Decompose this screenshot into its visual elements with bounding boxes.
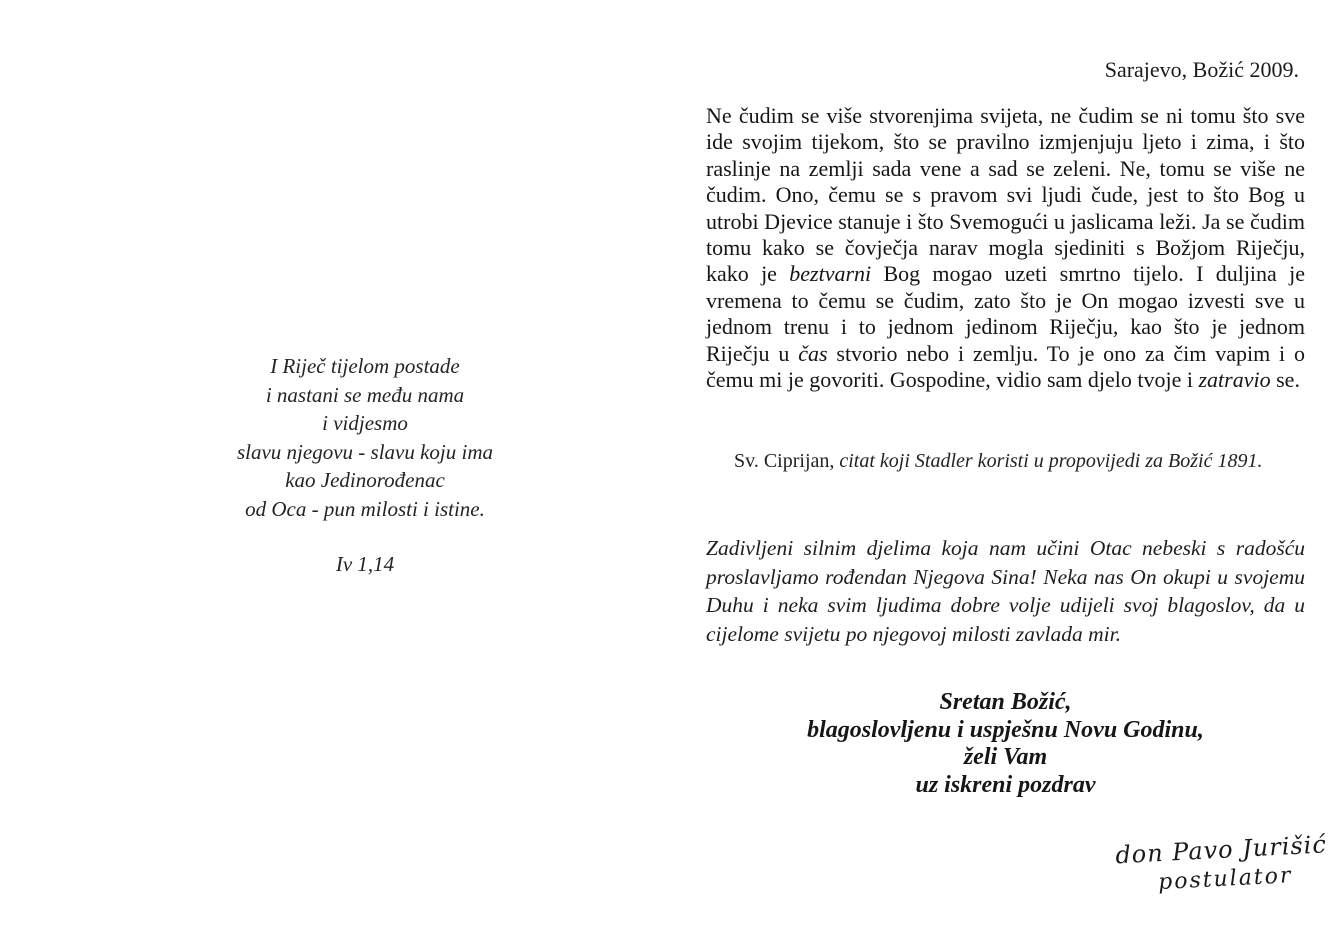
paragraph-segment: Ne čudim se više stvorenjima svijeta, ne čudim se ni tomu što sve ide svojim tijekom, što se pravilno izmjenjuju ljeto i zima, i što raslinje na zemlji sada vene a sad se zeleni. Ne, tomu se više ne čudim. Ono, čemu se s pravom svi ljudi čude, jest to što Bog u utrobi Djevice stanuje i što Svemogući u jaslicama leži. Ja se čudim tomu kako se čovječja narav mogla sjediniti s Božjom Riječju, kako je (706, 103, 1305, 287)
attribution-line (734, 450, 1262, 473)
scripture-reference: Iv 1,14 (335, 552, 395, 576)
paragraph-segment: stvorio nebo i zemlju. To je ono za čim vapim i o čemu mi je govoriti. Gospodine, vidio sam djelo tvoje i (706, 340, 1306, 393)
paragraph-segment: Bog mogao uzeti smrtno tijelo. I duljina je vremena to čemu se čudim, zato što je On mogao izvesti sve u jednom trenu i to jednom jedinom Riječju, kao što je jednom Riječju u (706, 261, 1305, 366)
signature-name: don Pavo Jurišić (1114, 830, 1328, 870)
closing-line: želi Vam (963, 744, 1048, 770)
scripture-quote (155, 352, 575, 579)
scripture-quote-line: i vidjesmo (322, 411, 408, 435)
closing-line: Sretan Božić, (939, 689, 1072, 715)
scripture-quote-line: od Oca - pun milosti i istine. (245, 496, 485, 521)
ciprijan-quote-paragraph (706, 103, 1305, 393)
paragraph-segment-italic: beztvarni (789, 261, 872, 287)
right-page (706, 0, 1305, 951)
scripture-quote-line: slavu njegovu - slavu koju ima (236, 439, 494, 464)
closing-line: blagoslovljenu i uspješnu Novu Godinu, (807, 716, 1204, 743)
scripture-quote-line: kao Jedinorođenac (285, 468, 445, 492)
paragraph-segment: se. (1270, 367, 1300, 393)
scripture-quote-line: i nastani se među nama (265, 382, 465, 407)
paragraph-segment-italic: čas (798, 340, 828, 366)
signature-block (1114, 830, 1328, 898)
paragraph-segment-italic: zatravio (1198, 367, 1271, 393)
attribution-author: Sv. Ciprijan, (734, 450, 835, 472)
attribution-note: citat koji Stadler koristi u propovijedi za Božić 1891. (834, 450, 1263, 472)
greeting-paragraph: Zadivljeni silnim djelima koja nam učini Otac nebeski s radošću proslavljamo rođendan Njegova Sina! Neka nas On okupi u svojemu Duhu i neka svim ljudima dobre volje udijeli svoj blagoslov, da u cijelome svijetu po njegovoj milosti zavlada mir. (706, 536, 1305, 646)
scripture-quote-line: I Riječ tijelom postade (270, 354, 460, 378)
closing-wishes (706, 689, 1305, 799)
signature-title: postulator (1157, 863, 1294, 896)
closing-line: uz iskreni pozdrav (915, 771, 1096, 798)
dateline: Sarajevo, Božić 2009. (1104, 57, 1299, 82)
